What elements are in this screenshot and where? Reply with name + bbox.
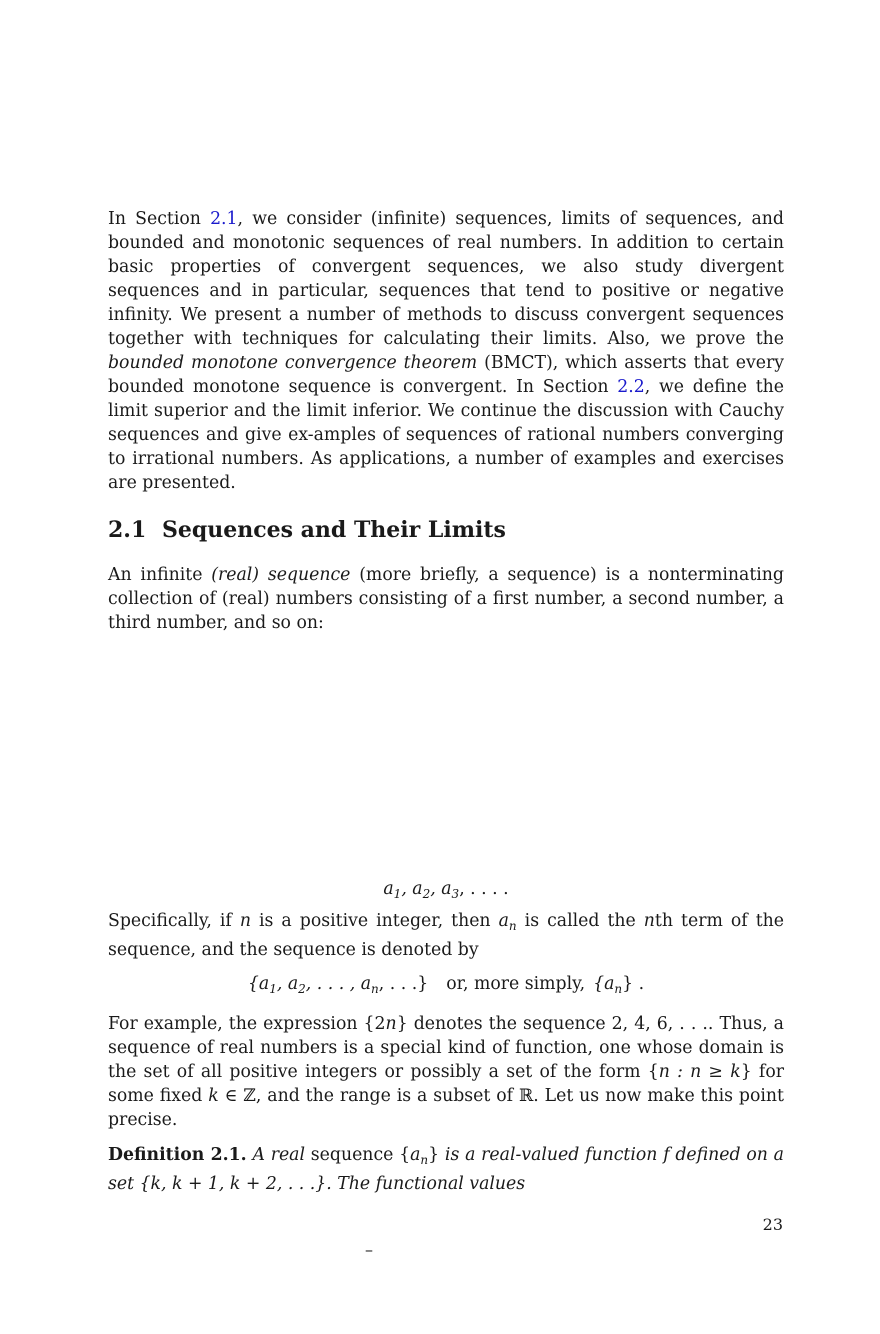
- ex-text-2: } denotes the sequence 2, 4, 6, . . .. Thus, a sequence of real numbers is a special kind of function, one whose domain is the set of all positive integers or possibly a set of the form {: [108, 1014, 784, 1082]
- section-heading: [108, 515, 506, 545]
- nth-term-paragraph: [108, 909, 784, 962]
- spec-text-1: Specifically, if: [108, 911, 240, 931]
- intro-paragraph: [108, 207, 784, 495]
- math-a: , a: [430, 879, 452, 899]
- math-sub-n: n: [420, 1153, 429, 1167]
- def-text-2: }: [428, 1145, 445, 1165]
- sequence-definition-paragraph: [108, 563, 784, 635]
- math-sub-2: 2: [298, 982, 306, 996]
- ex-text-3: } for some fixed: [108, 1062, 784, 1106]
- definition-label: Definition 2.1.: [108, 1145, 247, 1165]
- math-sub-1: 1: [269, 982, 277, 996]
- math-a: , a: [401, 879, 423, 899]
- def-italic-1: A real: [246, 1145, 306, 1165]
- math-sub-1: 1: [393, 887, 402, 901]
- math-n: n: [239, 911, 251, 931]
- math-sub-n: n: [508, 919, 517, 933]
- math-set-form: n : n ≥ k: [658, 1062, 741, 1082]
- math-a: a: [498, 911, 509, 931]
- set-notation-display-equation: [108, 972, 784, 1001]
- math-sub-3: 3: [451, 887, 460, 901]
- sequence-display-equation: [108, 877, 784, 906]
- math-a: , . . . , a: [305, 974, 372, 994]
- example-paragraph: [108, 1012, 784, 1132]
- page-number: 23: [762, 1215, 783, 1234]
- ex-text-1: For example, the expression {2: [108, 1014, 386, 1034]
- section-number: 2.1: [108, 517, 147, 543]
- definition-2-1: [108, 1143, 784, 1196]
- math-set-close: } .: [622, 974, 645, 994]
- spec-text-3: is called the: [516, 911, 644, 931]
- def-text-1: sequence {: [305, 1145, 411, 1165]
- spec-text-2: is a positive integer, then: [250, 911, 499, 931]
- seq-italic-term: (real) sequence: [211, 565, 351, 585]
- math-a: a: [410, 1145, 421, 1165]
- intro-text-2: , we consider (infinite) sequences, limits of sequences, and bounded and monotonic sequences of real numbers. In addition to certain basic properties of convergent sequences, we also study divergent sequences and in particular, sequences that tend to positive or negative infinity. We present a number of methods to discuss convergent sequences together with techniques for calculating their limits. Also, we prove the: [108, 209, 784, 349]
- display-middle-text: or, more simply,: [446, 974, 586, 994]
- math-sub-2: 2: [422, 887, 431, 901]
- footer-dash: –: [365, 1240, 373, 1259]
- math-sub-n: n: [614, 982, 623, 996]
- math-set-open: {a: [247, 974, 270, 994]
- math-a: a: [383, 879, 394, 899]
- intro-text-1: In Section: [108, 209, 211, 229]
- math-set-open: {a: [593, 974, 615, 994]
- math-k: k: [208, 1086, 219, 1106]
- math-set-close: , . . .}: [378, 974, 429, 994]
- seq-text-2: (more briefly, a sequence) is a nonterminating collection of (real) numbers consisting of a first number, a second number, a third number, and so on:: [108, 565, 784, 633]
- def-italic-2: is a real-valued function f defined on a set {k, k + 1, k + 2, . . .}. The functional values: [108, 1145, 784, 1194]
- section-title: Sequences and Their Limits: [161, 517, 506, 543]
- section-ref-link-2-2[interactable]: 2.2: [617, 377, 645, 397]
- math-ellipsis: , . . . .: [459, 879, 509, 899]
- intro-text-4: , we define the limit superior and the limit inferior. We continue the discussion with Cauchy sequences and give ex-amples of sequences of rational numbers converging to irrational numbers. As applications, a number of examples and exercises are presented.: [108, 377, 784, 493]
- spec-text-4: th term of the sequence, and the sequence is denoted by: [108, 911, 785, 960]
- section-ref-link-2-1[interactable]: 2.1: [210, 209, 238, 229]
- math-n: n: [643, 911, 655, 931]
- math-n: n: [385, 1014, 397, 1034]
- math-a: , a: [276, 974, 299, 994]
- intro-text-3: (BMCT), which asserts that every bounded monotone sequence is convergent. In Section: [108, 353, 784, 397]
- ex-text-4: ∈ ℤ, and the range is a subset of ℝ. Let us now make this point precise.: [108, 1086, 784, 1130]
- math-sub-n: n: [371, 982, 379, 996]
- seq-text-1: An infinite: [108, 565, 212, 585]
- bmct-italic-text: bounded monotone convergence theorem: [108, 353, 478, 373]
